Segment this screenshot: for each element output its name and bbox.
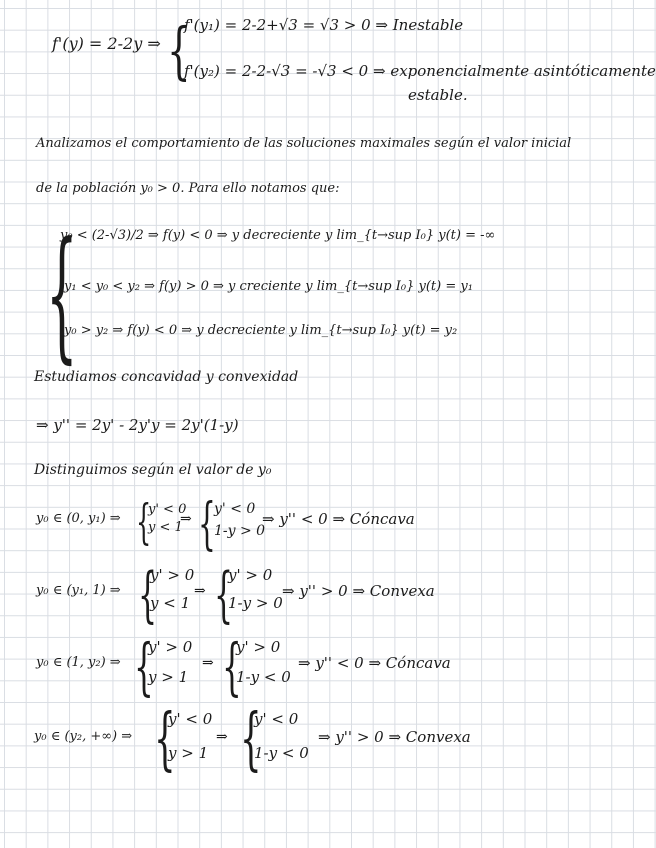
curly-brace-icon: { bbox=[214, 560, 234, 630]
curly-brace-icon: { bbox=[198, 492, 216, 557]
case-row-3: y₀ > y₂ ⇒ f(y) < 0 ⇒ y decreciente y lim_{t→sup I₀} y(t) = y₂ bbox=[64, 323, 458, 338]
implies-arrow: ⇒ bbox=[216, 729, 228, 745]
case-result: ⇒ y'' > 0 ⇒ Convexa bbox=[282, 582, 435, 600]
system-2-line-b: 1-y > 0 bbox=[214, 523, 266, 539]
derivative-lhs: f'(y) = 2-2y ⇒ bbox=[52, 34, 161, 53]
paragraph-distinguish: Distinguimos según el valor de y₀ bbox=[34, 462, 272, 478]
curly-brace-icon: { bbox=[134, 630, 154, 703]
system-2-line-b: 1-y < 0 bbox=[236, 668, 291, 686]
curly-brace-icon: { bbox=[240, 700, 262, 779]
curly-brace-icon: { bbox=[46, 212, 78, 377]
system-1-line-a: y' < 0 bbox=[148, 502, 187, 517]
implies-arrow: ⇒ bbox=[202, 655, 214, 671]
paragraph-line-1: Analizamos el comportamiento de las soluciones maximales según el valor inicial bbox=[36, 136, 572, 151]
system-1-line-b: y > 1 bbox=[148, 668, 189, 686]
curly-brace-icon: { bbox=[154, 700, 176, 779]
curly-brace-icon: { bbox=[136, 494, 152, 550]
case-condition: y₀ ∈ (1, y₂) ⇒ bbox=[36, 655, 121, 670]
case-row-2: y₁ < y₀ < y₂ ⇒ f(y) > 0 ⇒ y creciente y lim_{t→sup I₀} y(t) = y₁ bbox=[64, 279, 473, 294]
system-1-line-b: y > 1 bbox=[168, 744, 209, 762]
system-1-line-a: y' < 0 bbox=[168, 710, 213, 728]
system-2-line-b: 1-y < 0 bbox=[254, 744, 309, 762]
case-result: ⇒ y'' < 0 ⇒ Cóncava bbox=[298, 654, 451, 672]
system-2-line-a: y' > 0 bbox=[228, 566, 273, 584]
case-result: ⇒ y'' > 0 ⇒ Convexa bbox=[318, 728, 471, 746]
second-derivative: ⇒ y'' = 2y' - 2y'y = 2y'(1-y) bbox=[36, 416, 239, 434]
case-stable: f'(y₂) = 2-2-√3 = -√3 < 0 ⇒ exponencialmente asintóticamente bbox=[184, 62, 656, 80]
curly-brace-icon: { bbox=[167, 14, 191, 87]
case-row-1: y₀ < (2-√3)/2 ⇒ f(y) < 0 ⇒ y decreciente y lim_{t→sup I₀} y(t) = -∞ bbox=[60, 228, 496, 243]
case-condition: y₀ ∈ (0, y₁) ⇒ bbox=[36, 511, 121, 526]
implies-arrow: ⇒ bbox=[194, 583, 206, 599]
curly-brace-icon: { bbox=[222, 630, 242, 703]
system-1-line-b: y < 1 bbox=[148, 520, 183, 535]
case-result: ⇒ y'' < 0 ⇒ Cóncava bbox=[262, 510, 415, 528]
paragraph-concavity: Estudiamos concavidad y convexidad bbox=[34, 369, 299, 385]
curly-brace-icon: { bbox=[138, 560, 158, 630]
system-2-line-a: y' < 0 bbox=[254, 710, 299, 728]
system-1-line-b: y < 1 bbox=[150, 594, 191, 612]
implies-arrow: ⇒ bbox=[180, 511, 192, 527]
system-1-line-a: y' > 0 bbox=[148, 638, 193, 656]
system-2-line-a: y' < 0 bbox=[214, 501, 256, 517]
paragraph-line-2: de la población y₀ > 0. Para ello notamos que: bbox=[36, 181, 340, 196]
case-condition: y₀ ∈ (y₁, 1) ⇒ bbox=[36, 583, 121, 598]
system-2-line-b: 1-y > 0 bbox=[228, 594, 283, 612]
case-unstable: f'(y₁) = 2-2+√3 = √3 > 0 ⇒ Inestable bbox=[184, 16, 464, 34]
system-1-line-a: y' > 0 bbox=[150, 566, 195, 584]
system-2-line-a: y' > 0 bbox=[236, 638, 281, 656]
case-condition: y₀ ∈ (y₂, +∞) ⇒ bbox=[34, 729, 133, 744]
case-stable-continued: estable. bbox=[408, 86, 468, 104]
